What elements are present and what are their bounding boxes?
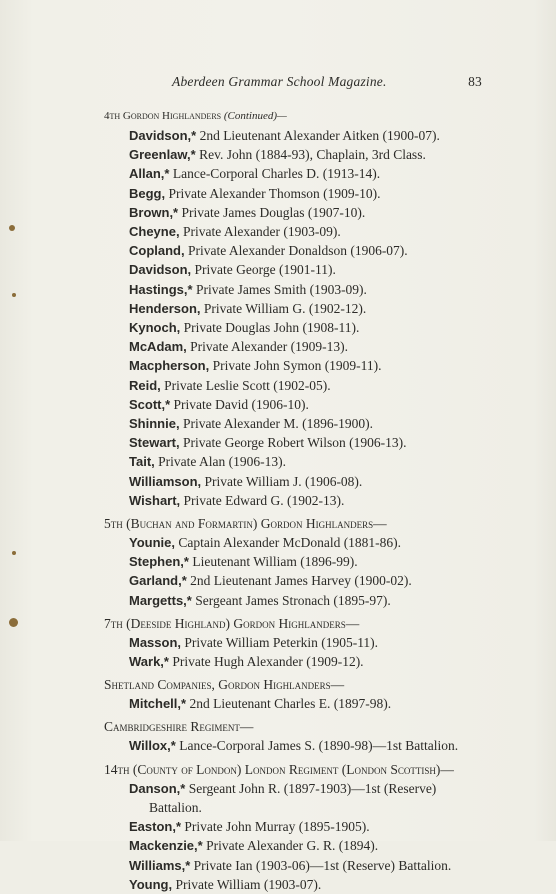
service-detail: Private William Peterkin (1905-11). xyxy=(184,634,379,650)
list-item xyxy=(104,856,482,875)
surname: Margetts,* xyxy=(129,592,192,608)
section-heading xyxy=(104,107,482,126)
list-item xyxy=(104,203,482,222)
service-detail: Private William (1903-07). xyxy=(175,876,322,892)
service-detail: Private John Murray (1895-1905). xyxy=(184,819,370,835)
service-detail: Private Alan (1906-13). xyxy=(158,454,286,470)
list-item xyxy=(104,817,482,836)
service-detail: 2nd Lieutenant James Harvey (1900-02). xyxy=(190,573,412,589)
service-detail: Lance-Corporal James S. (1890-98)—1st Battalion. xyxy=(179,738,459,754)
service-detail: Lieutenant William (1896-99). xyxy=(192,554,358,570)
service-detail: 2nd Lieutenant Charles E. (1897-98). xyxy=(189,696,392,712)
section-heading-text: 4th Gordon Highlanders xyxy=(104,110,222,122)
section-heading xyxy=(104,717,482,736)
service-detail: Private Edward G. (1902-13). xyxy=(183,492,345,508)
service-detail: Private Alexander G. R. (1894). xyxy=(206,838,379,854)
list-item xyxy=(104,533,482,552)
service-detail: Lance-Corporal Charles D. (1913-14). xyxy=(172,166,381,182)
service-detail: Private John Symon (1909-11). xyxy=(212,358,382,374)
surname: Davidson,* xyxy=(129,128,197,143)
service-detail: 2nd Lieutenant Alexander Aitken (1900-07). xyxy=(199,128,440,143)
surname: Henderson, xyxy=(129,300,201,316)
surname: Williamson, xyxy=(129,473,202,489)
surname: Williams,* xyxy=(129,857,191,873)
list-item xyxy=(104,552,482,571)
list-item xyxy=(104,241,482,260)
service-detail: Private Alexander (1903-09). xyxy=(182,224,341,240)
list-item xyxy=(104,433,482,452)
list-item xyxy=(104,376,482,395)
paper-speck xyxy=(12,293,16,297)
list-item xyxy=(104,652,482,671)
list-item xyxy=(104,280,482,299)
surname: Garland,* xyxy=(129,573,187,589)
running-header xyxy=(172,74,482,90)
list-item xyxy=(104,145,482,164)
service-detail: Private William J. (1906-08). xyxy=(204,473,363,489)
list-item xyxy=(104,472,482,491)
paper-speck xyxy=(12,551,16,555)
surname: Willox,* xyxy=(129,738,176,754)
surname: McAdam, xyxy=(129,339,187,355)
surname: Reid, xyxy=(129,377,161,393)
list-item xyxy=(104,222,482,241)
roll-of-service-list xyxy=(104,103,482,894)
surname: Mitchell,* xyxy=(129,696,187,712)
surname: Kynoch, xyxy=(129,320,181,336)
service-detail: Rev. John (1884-93), Chaplain, 3rd Class. xyxy=(199,147,426,163)
surname: Scott,* xyxy=(129,396,171,412)
list-item xyxy=(104,260,482,279)
section-heading xyxy=(104,675,482,694)
section-heading-text: Shetland Companies, Gordon Highlanders— xyxy=(104,677,345,693)
list-item xyxy=(104,337,482,356)
surname: Cheyne, xyxy=(129,224,180,240)
surname: Tait, xyxy=(129,454,155,470)
list-item xyxy=(104,736,482,755)
surname: Younie, xyxy=(129,535,175,551)
list-item xyxy=(104,164,482,183)
surname: Wishart, xyxy=(129,492,181,508)
service-detail: Private William G. (1902-12). xyxy=(203,300,367,316)
service-detail: Captain Alexander McDonald (1881-86). xyxy=(178,535,402,551)
service-detail: Private George Robert Wilson (1906-13). xyxy=(182,435,407,451)
section-heading xyxy=(104,614,482,633)
paper-speck xyxy=(9,225,15,231)
list-item xyxy=(104,571,482,590)
running-title: Aberdeen Grammar School Magazine. xyxy=(172,74,387,89)
service-detail: Sergeant John R. (1897-1903)—1st (Reserve) xyxy=(188,780,437,796)
list-item xyxy=(104,395,482,414)
list-item xyxy=(104,633,482,652)
list-item xyxy=(104,356,482,375)
list-item xyxy=(104,414,482,433)
surname: Davidson, xyxy=(129,262,192,278)
surname: Young, xyxy=(129,876,173,892)
surname: Copland, xyxy=(129,243,185,259)
service-detail: Private George (1901-11). xyxy=(194,262,336,278)
surname: Danson,* xyxy=(129,780,186,796)
service-detail-continuation: Battalion. xyxy=(149,799,202,815)
surname: Macpherson, xyxy=(129,358,210,374)
list-item xyxy=(104,779,482,817)
surname: Brown,* xyxy=(129,204,179,220)
list-item xyxy=(104,694,482,713)
surname: Wark,* xyxy=(129,654,169,670)
surname: Easton,* xyxy=(129,819,182,835)
section-heading-text: Cambridgeshire Regiment— xyxy=(104,719,254,735)
list-item xyxy=(104,318,482,337)
service-detail: Private David (1906-10). xyxy=(173,396,309,412)
surname: Stewart, xyxy=(129,435,180,451)
section-heading-text: 14th (County of London) London Regiment (London Scottish)— xyxy=(104,761,454,777)
list-item xyxy=(104,491,482,510)
page-number: 83 xyxy=(468,74,482,89)
service-detail: Private Alexander Thomson (1909-10). xyxy=(168,185,381,201)
section-heading xyxy=(104,514,482,533)
service-detail: Private Ian (1903-06)—1st (Reserve) Battalion. xyxy=(193,857,452,873)
section-heading xyxy=(104,760,482,779)
list-item xyxy=(104,184,482,203)
service-detail: Private Alexander (1909-13). xyxy=(190,339,348,355)
surname: Greenlaw,* xyxy=(129,147,196,163)
section-heading-suffix: (Continued)— xyxy=(223,110,287,122)
surname: Hastings,* xyxy=(129,281,193,297)
list-item xyxy=(104,836,482,855)
surname: Masson, xyxy=(129,634,182,650)
list-item xyxy=(104,452,482,471)
list-item xyxy=(104,299,482,318)
regiment-sections xyxy=(104,107,482,894)
list-item xyxy=(104,126,482,145)
surname: Begg, xyxy=(129,185,166,201)
service-detail: Sergeant James Stronach (1895-97). xyxy=(195,592,391,608)
section-heading-text: 5th (Buchan and Formartin) Gordon Highlanders— xyxy=(104,516,387,532)
surname: Allan,* xyxy=(129,166,170,182)
service-detail: Private James Smith (1903-09). xyxy=(195,281,367,297)
list-item xyxy=(104,591,482,610)
surname: Shinnie, xyxy=(129,416,180,432)
surname: Mackenzie,* xyxy=(129,838,203,854)
service-detail: Private Alexander Donaldson (1906-07). xyxy=(187,243,408,259)
paper-speck xyxy=(9,618,18,627)
service-detail: Private James Douglas (1907-10). xyxy=(181,204,366,220)
surname: Stephen,* xyxy=(129,554,189,570)
section-heading-text: 7th (Deeside Highland) Gordon Highlanders— xyxy=(104,615,360,631)
service-detail: Private Hugh Alexander (1909-12). xyxy=(172,654,364,670)
service-detail: Private Alexander M. (1896-1900). xyxy=(182,416,374,432)
service-detail: Private Douglas John (1908-11). xyxy=(183,320,360,336)
list-item xyxy=(104,875,482,894)
service-detail: Private Leslie Scott (1902-05). xyxy=(164,377,331,393)
